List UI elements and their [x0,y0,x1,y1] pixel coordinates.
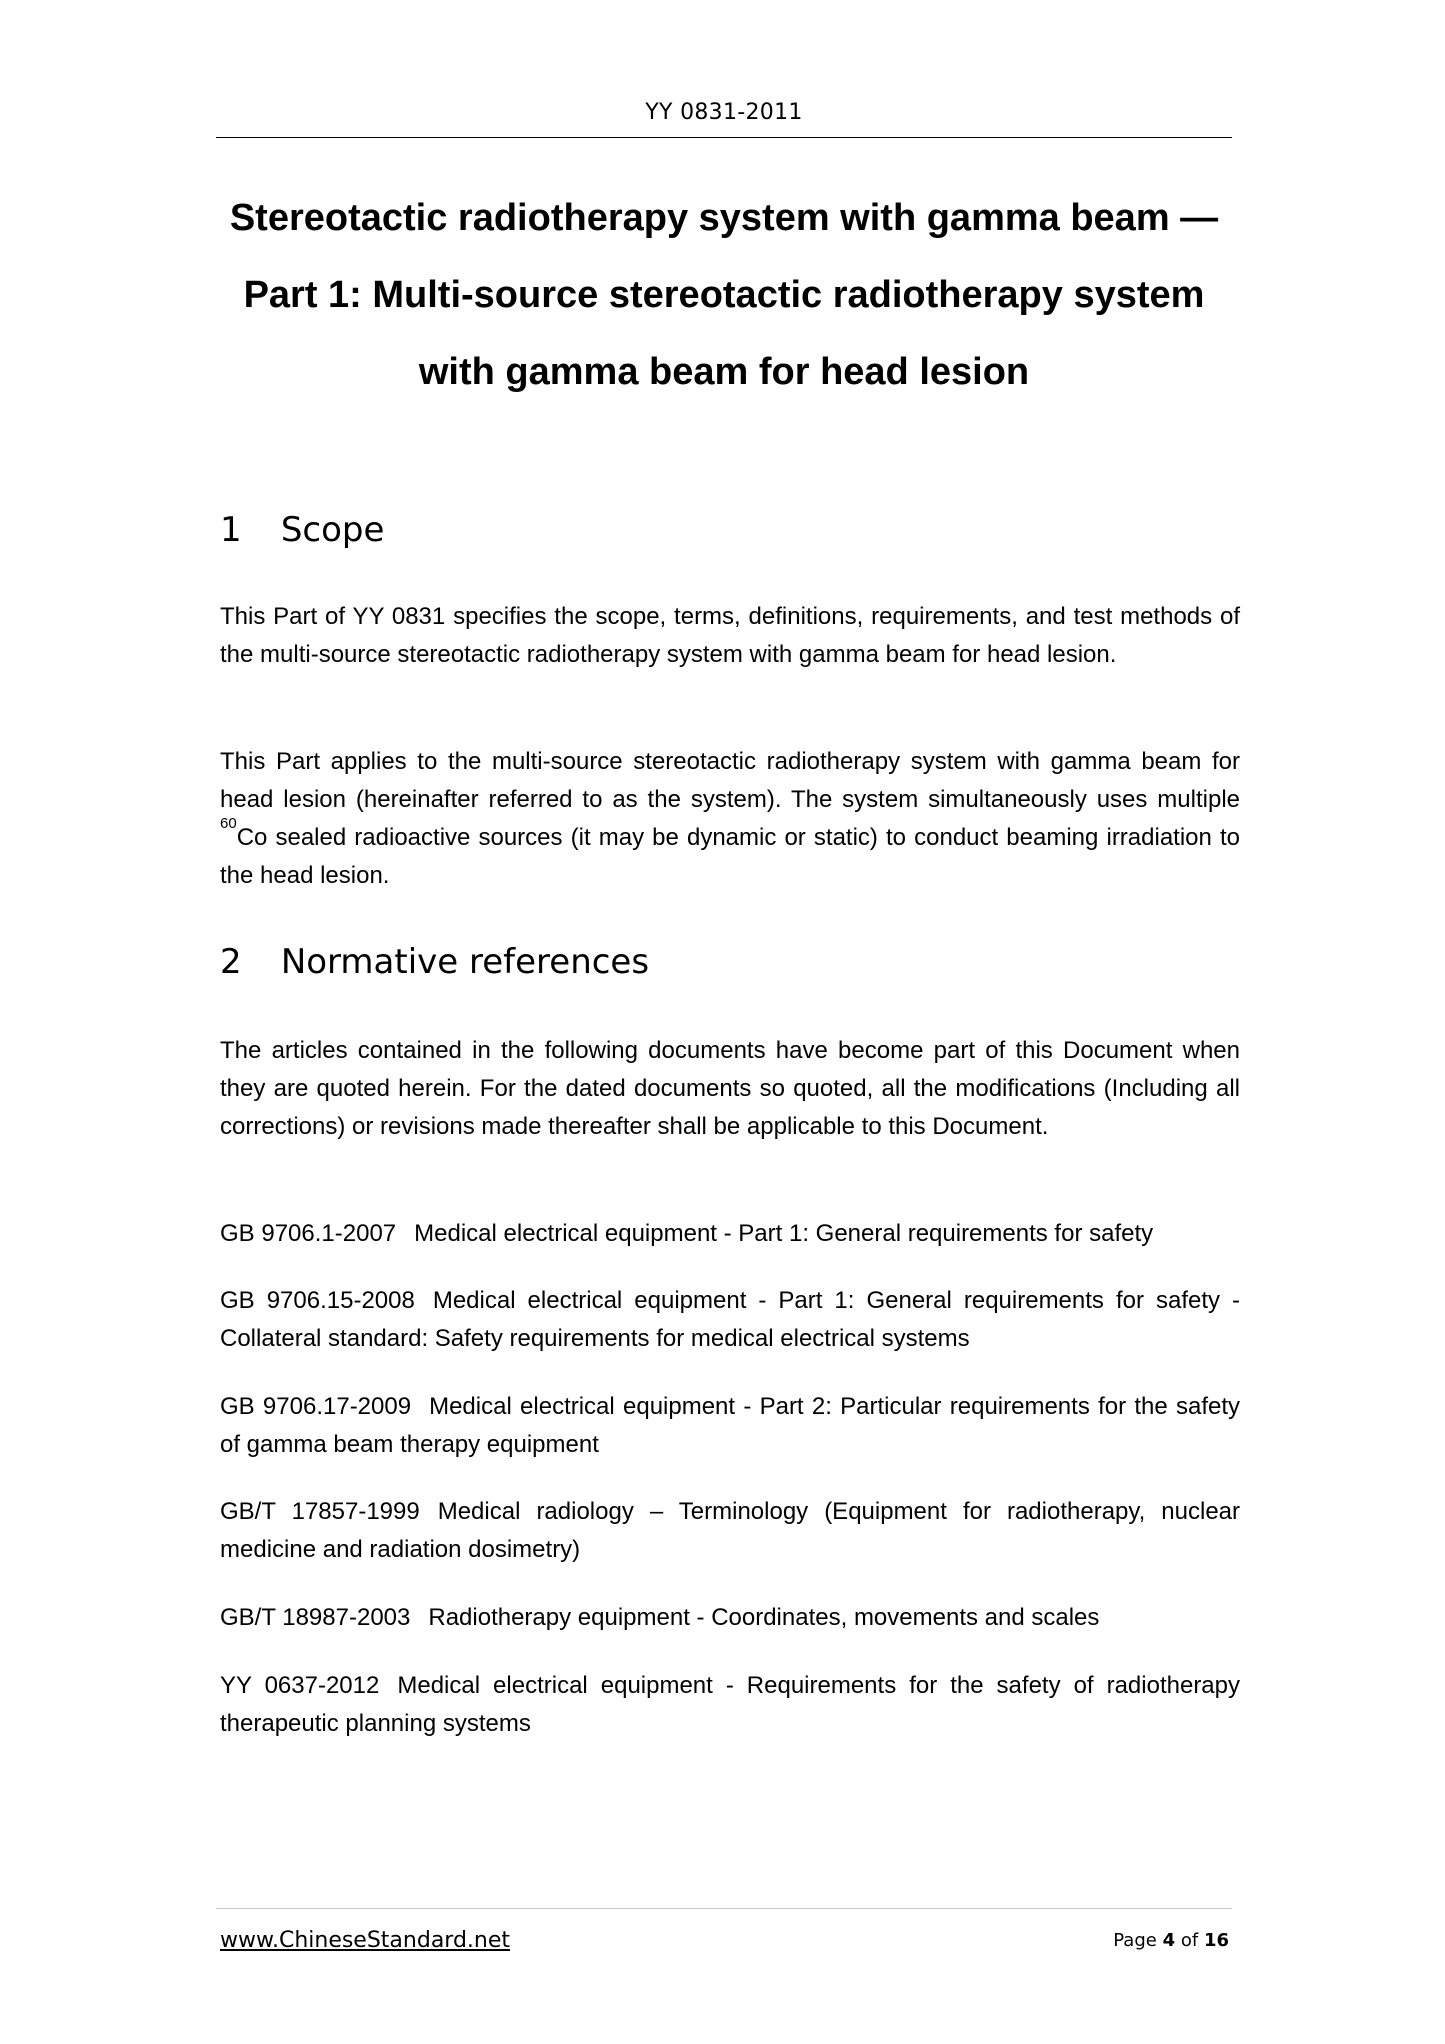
reference-title: Radiotherapy equipment - Coordinates, movements and scales [428,1604,1100,1631]
reference-code: GB 9706.1-2007 [220,1220,397,1247]
reference-title: Medical electrical equipment - Part 2: Particular requirements for the safety of gamma beam therapy equipment [220,1393,1240,1458]
footer-website-link[interactable]: www.ChineseStandard.net [220,1928,511,1953]
reference-item [220,1667,1240,1743]
section-heading-normative-references [220,942,649,982]
scope-paragraph-1: This Part of YY 0831 specifies the scope, terms, definitions, requirements, and test methods of the multi-source stereotactic radiotherapy system with gamma beam for head lesion. [220,603,1240,668]
page-total: 16 [1203,1930,1229,1951]
reference-item [220,1388,1240,1464]
title-line-1: Stereotactic radiotherapy system with gamma beam — [229,197,1219,239]
reference-item [220,1282,1240,1358]
section-number: 1 [220,510,242,550]
footer-page-number [1113,1930,1229,1951]
scope-paragraph-2-text: This Part applies to the multi-source stereotactic radiotherapy system with gamma beam for head lesion (hereinafter referred to as the system). The system simultaneously uses multiple [220,748,1240,813]
footer-divider [216,1908,1232,1909]
reference-title: Medical electrical equipment - Part 1: General requirements for safety - Collateral standard: Safety requirements for medical electrical systems [220,1287,1241,1352]
header-divider [216,137,1232,138]
reference-item [220,1599,1240,1637]
reference-title: Medical electrical equipment - Part 1: General requirements for safety [414,1220,1154,1247]
reference-code: GB/T 17857-1999 [220,1498,420,1525]
reference-code: GB 9706.17-2009 [220,1393,412,1420]
section-number: 2 [220,942,242,982]
page-current: 4 [1162,1930,1176,1951]
section-title: Normative references [280,942,650,982]
reference-code: YY 0637-2012 [220,1672,380,1699]
reference-item [220,1493,1240,1569]
document-title [216,180,1232,411]
title-line-2: Part 1: Multi-source stereotactic radiotherapy system [243,274,1205,316]
header-doc-code: YY 0831-2011 [645,100,803,125]
page-prefix: Page [1113,1930,1157,1951]
title-line-3: with gamma beam for head lesion [418,351,1030,393]
section-title: Scope [280,510,385,550]
reference-code: GB 9706.15-2008 [220,1287,415,1314]
reference-code: GB/T 18987-2003 [220,1604,411,1631]
reference-title: Medical electrical equipment - Requirements for the safety of radiotherapy therapeutic planning systems [220,1672,1241,1737]
reference-item [220,1215,1240,1253]
reference-title: Medical radiology – Terminology (Equipment for radiotherapy, nuclear medicine and radiation dosimetry) [220,1498,1241,1563]
normative-paragraph: The articles contained in the following documents have become part of this Document when they are quoted herein. For the dated documents so quoted, all the modifications (Including all corrections) or revisions made thereafter shall be applicable to this Document. [220,1037,1240,1140]
scope-paragraph-2 [220,743,1240,895]
scope-paragraph-2-tail: Co sealed radioactive sources (it may be dynamic or static) to conduct beaming irradiation to the head lesion. [220,824,1240,889]
page-of: of [1180,1930,1199,1951]
section-heading-scope [220,510,384,550]
isotope-superscript: 60 [220,815,237,832]
